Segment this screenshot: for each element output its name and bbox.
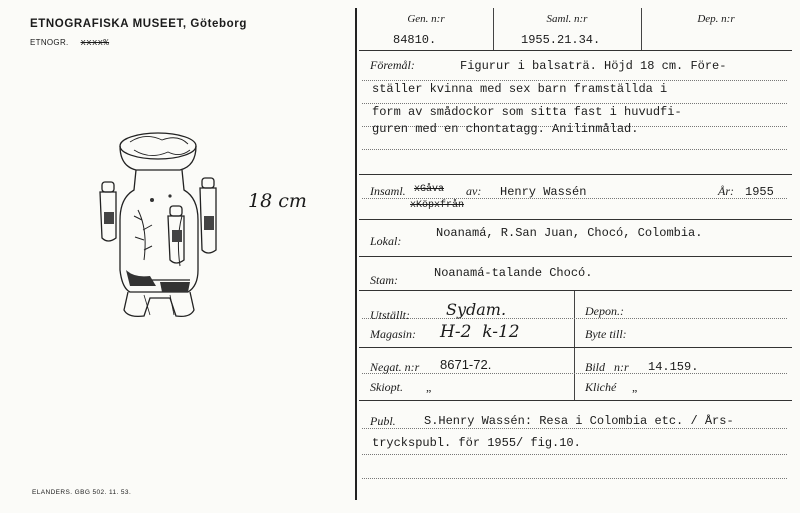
collected-by-label: av:: [466, 184, 482, 198]
card-divider: [355, 8, 357, 500]
ruled-line: [362, 318, 787, 319]
collected-struck-purchase: xKöpxfrån: [410, 200, 465, 211]
separator: [359, 400, 792, 401]
publication-line: tryckspubl. för 1955/ fig.10.: [372, 436, 581, 450]
separator: [359, 256, 792, 257]
collected-struck-gift: xGåva: [414, 184, 445, 195]
ruled-line: [362, 454, 787, 455]
dep-label: Dep. n:r: [697, 13, 735, 25]
year-label: År:: [718, 184, 734, 198]
collected-value: Henry Wassén: [500, 185, 587, 199]
object-label: Föremål:: [370, 58, 415, 72]
gen-cell: [359, 8, 494, 50]
object-line: Figurur i balsaträ. Höjd 18 cm. Före-: [460, 59, 727, 73]
locality-label: Lokal:: [370, 234, 402, 248]
negative-value: 8671-72.: [440, 357, 492, 372]
ruled-line: [362, 428, 787, 429]
publication-label: Publ.: [370, 414, 396, 428]
dep-cell: [641, 8, 791, 50]
object-line: ställer kvinna med sex barn framställda i: [372, 82, 668, 96]
slide-label: Skiopt.: [370, 380, 403, 394]
saml-label: Saml. n:r: [546, 13, 588, 25]
separator: [359, 50, 792, 51]
department-struck: xxxx%: [80, 38, 110, 48]
separator: [359, 219, 792, 220]
gen-label: Gen. n:r: [407, 13, 445, 25]
tribe-label: Stam:: [370, 273, 398, 287]
tribe-value: Noanamá-talande Chocó.: [434, 266, 593, 280]
printer-imprint: ELANDERS. GBG 502. 11. 53.: [32, 489, 132, 496]
saml-value: 1955.21.34.: [521, 33, 601, 47]
collected-label: Insaml.: [370, 184, 406, 198]
museum-title: ETNOGRAFISKA MUSEET, Göteborg: [30, 18, 247, 30]
storage-value: H-2 k-12: [440, 322, 520, 342]
object-line: guren med en chontatagg. Anilinmålad.: [372, 122, 639, 136]
separator: [359, 347, 792, 348]
image-value: 14.159.: [648, 360, 699, 374]
number-header: [359, 8, 792, 50]
ruled-line: [362, 149, 787, 150]
size-annotation: 18 cm: [248, 190, 307, 212]
publication-line: S.Henry Wassén: Resa i Colombia etc. / Års-: [424, 414, 734, 428]
exhibited-value: Sydam.: [446, 300, 507, 319]
ruled-line: [362, 478, 787, 479]
department-label: ETNOGR.: [30, 38, 69, 47]
locality-value: Noanamá, R.San Juan, Chocó, Colombia.: [436, 226, 703, 240]
ruled-line: [362, 80, 787, 81]
year-value: 1955: [745, 185, 774, 199]
image-label: Bild n:r: [585, 360, 629, 374]
figure-drawing: [90, 120, 230, 330]
exchange-label: Byte till:: [585, 327, 627, 341]
object-line: form av smådockor som sitta fast i huvudfi-: [372, 105, 682, 119]
column-separator: [574, 348, 575, 400]
gen-value: 84810.: [393, 33, 437, 47]
ruled-line: [362, 103, 787, 104]
column-separator: [574, 291, 575, 347]
negative-label: Negat. n:r: [370, 360, 420, 374]
cliche-label: Kliché: [585, 380, 617, 394]
deposited-label: Depon.:: [585, 304, 624, 318]
exhibited-label: Utställt:: [370, 308, 411, 322]
saml-cell: [493, 8, 642, 50]
slide-value: „: [426, 380, 432, 394]
department-line: [30, 38, 109, 48]
storage-label: Magasin:: [370, 327, 416, 341]
separator: [359, 290, 792, 291]
ruled-line: [362, 373, 787, 374]
cliche-value: „: [632, 380, 638, 394]
separator: [359, 174, 792, 175]
